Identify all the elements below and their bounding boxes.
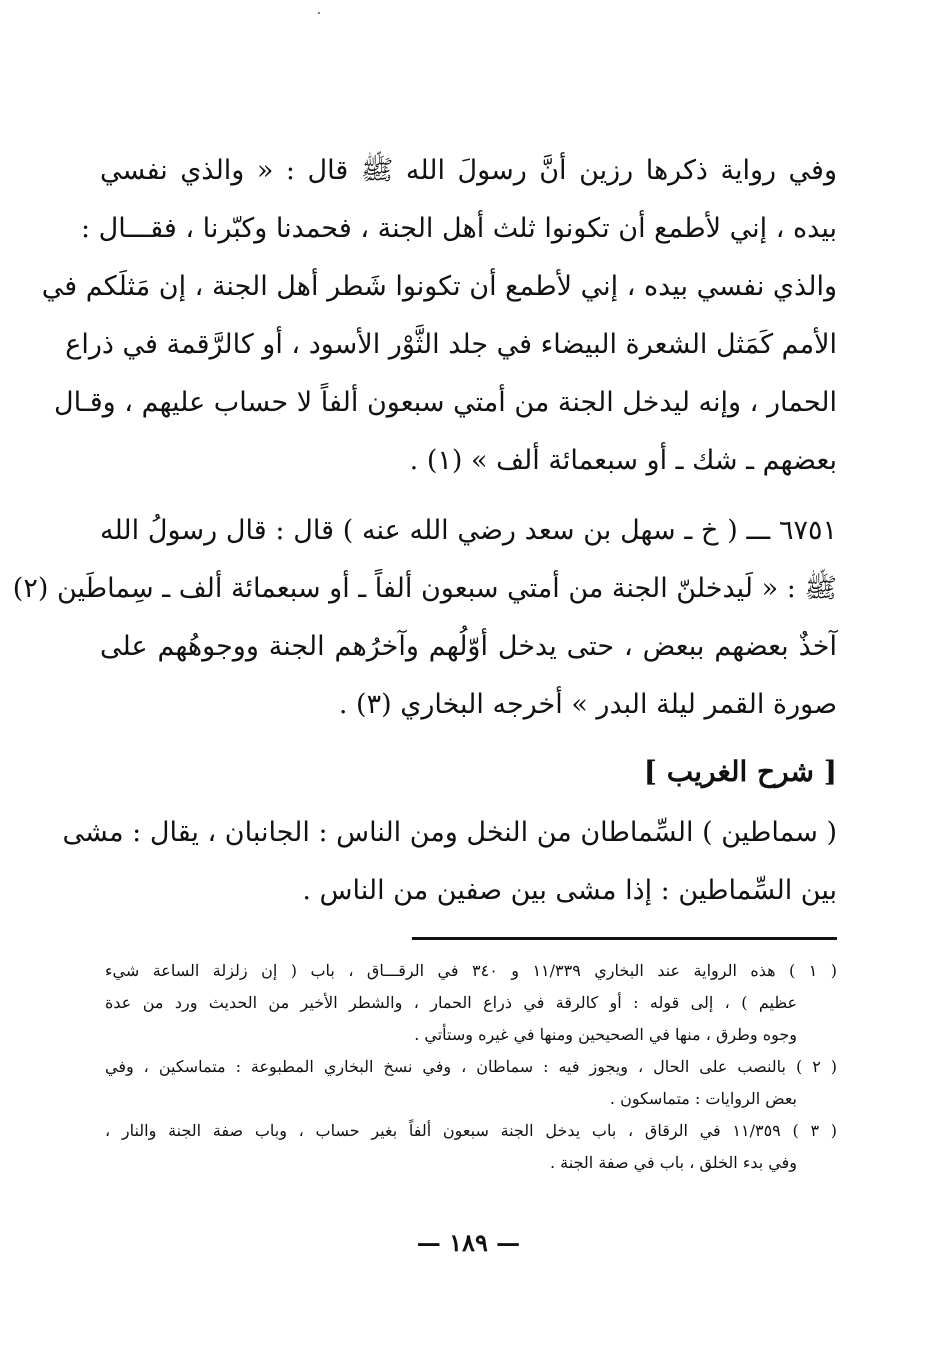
footnote-line: بعض الروايات : متماسكون . [609, 1089, 797, 1108]
footnote-line: وفي بدء الخلق ، باب في صفة الجنة . [550, 1153, 797, 1172]
paragraph-gharib [62, 804, 837, 920]
text-line: الحمار ، وإنه ليدخل الجنة من أمتي سبعون ألفاً لا حساب عليهم ، وقـال [54, 387, 837, 418]
text-line: الأمم كَمَثل الشعرة البيضاء في جلد الثَّوْر الأسود ، أو كالرَّقمة في ذراع [65, 329, 837, 360]
text-line: ( سماطين ) السِّماطان من النخل ومن الناس : الجانبان ، يقال : مشى [62, 817, 837, 848]
text-line: بيده ، إني لأطمع أن تكونوا ثلث أهل الجنة ، فحمدنا وكبّرنا ، فقـــال : [80, 213, 837, 244]
text-line: ﷺ : « لَيدخلنّ الجنة من أمتي سبعون ألفاً ـ أو سبعمائة ألف ـ سِماطَين (٢) [12, 573, 837, 604]
footnote-line: ( ١ ) هذه الرواية عند البخاري ١١/٣٣٩ و ٣٤٠ في الرقـــاق ، باب ( إن زلزلة الساعة شيء [105, 961, 838, 980]
paragraph-hadith-rizin [41, 142, 837, 490]
footnote-line: ( ٣ ) ١١/٣٥٩ في الرقاق ، باب يدخل الجنة سبعون ألفاً بغير حساب ، وباب صفة الجنة والنار ، [105, 1121, 838, 1140]
page-number: — ١٨٩ — [416, 1228, 521, 1257]
text-line: وفي رواية ذكرها رزين أنَّ رسولَ الله ﷺ قال : « والذي نفسي [100, 155, 837, 186]
footnote-line: ( ٢ ) بالنصب على الحال ، ويجوز فيه : سماطان ، وفي نسخ البخاري المطبوعة : متماسكين ، وفي [105, 1057, 838, 1076]
footnote-1 [105, 955, 837, 1051]
scan-speck [318, 12, 320, 14]
text-line: والذي نفسي بيده ، إني لأطمع أن تكونوا شَطر أهل الجنة ، إن مَثلَكم في [41, 271, 837, 302]
footnote-line: عظيم ) ، إلى قوله : أو كالرقة في ذراع الحمار ، والشطر الأخير من الحديث ورد من عدة [105, 993, 797, 1012]
text-line: بعضهم ـ شك ـ أو سبعمائة ألف » (١) . [409, 445, 837, 476]
text-line: صورة القمر ليلة البدر » أخرجه البخاري (٣) . [338, 689, 837, 720]
section-heading: [ شرح الغريب ] [643, 755, 837, 788]
footnote-divider [412, 937, 837, 940]
footnote-line: وجوه وطرق ، منها في الصحيحين ومنها في غيره وستأتي . [414, 1025, 797, 1044]
footnote-2 [105, 1051, 837, 1115]
footnotes [105, 955, 837, 1179]
main-text [12, 142, 837, 920]
footnote-3 [105, 1115, 837, 1179]
paragraph-hadith-6751 [12, 502, 837, 734]
text-line: ٦٧٥١ ـــ ( خ ـ سهل بن سعد رضي الله عنه ) قال : قال رسولُ الله [100, 515, 837, 546]
text-line: بين السِّماطين : إذا مشى بين صفين من الناس . [302, 875, 837, 906]
text-line: آخذٌ بعضهم ببعض ، حتى يدخل أوّلُهم وآخرُهم الجنة ووجوهُهم على [100, 631, 837, 662]
